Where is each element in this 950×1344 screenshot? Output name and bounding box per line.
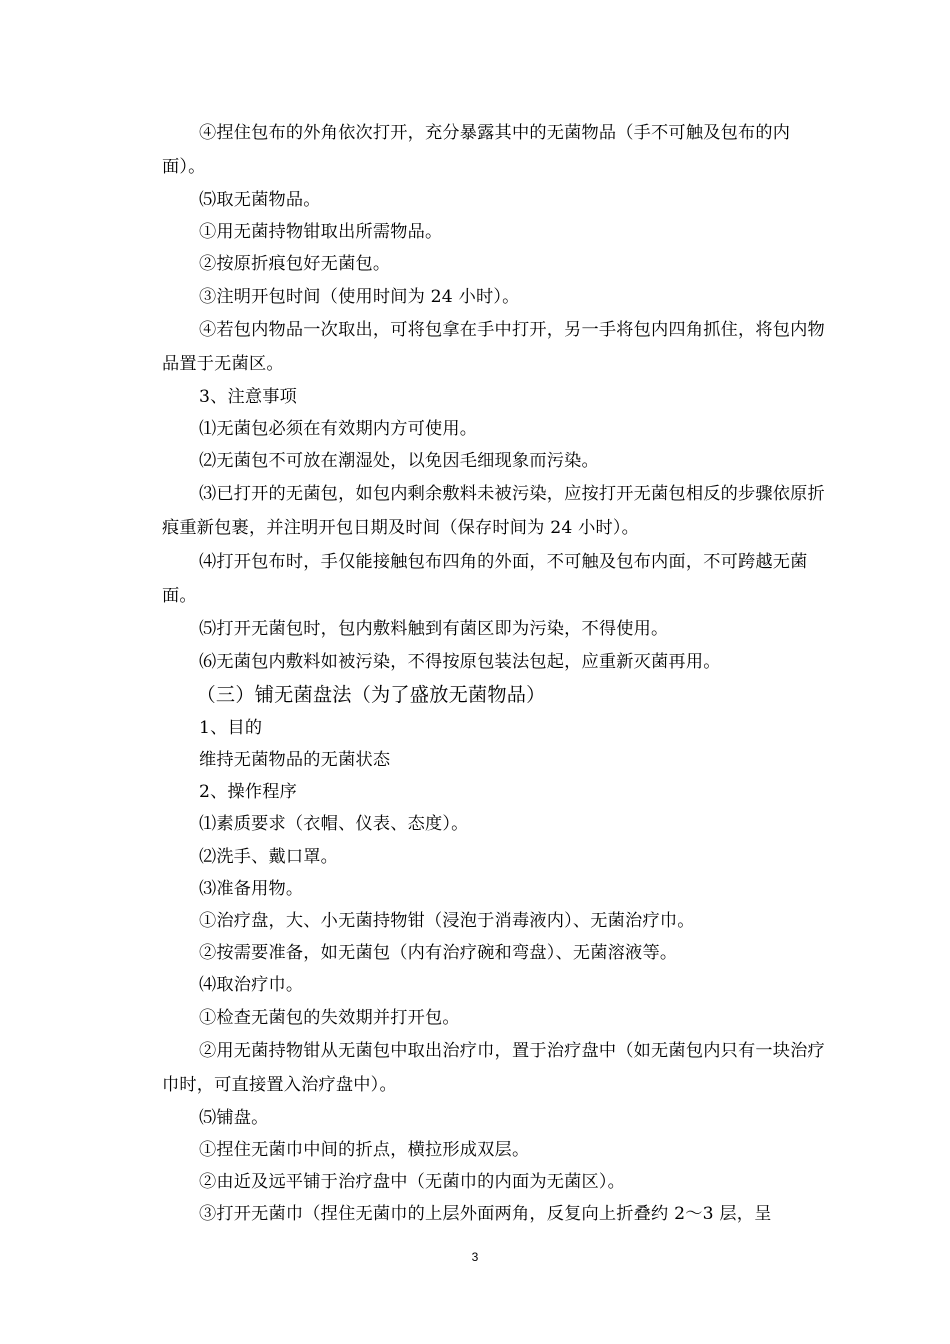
document-body: [162, 116, 830, 1231]
paragraph: ⑷取治疗巾。: [198, 975, 304, 996]
page-number: 3: [471, 1250, 479, 1264]
paragraph: 维持无菌物品的无菌状态: [198, 750, 391, 771]
paragraph: ①用无菌持物钳取出所需物品。: [198, 222, 443, 243]
paragraph: ②由近及远平铺于治疗盘中（无菌巾的内面为无菌区）。: [198, 1172, 626, 1193]
paragraph: ⑸铺盘。: [198, 1107, 269, 1128]
section-heading: 2、操作程序: [198, 782, 298, 803]
paragraph: ④若包内物品一次取出，可将包拿在手中打开，另一手将包内四角抓住，将包内物品置于无菌区。: [162, 319, 825, 374]
paragraph: ①检查无菌包的失效期并打开包。: [198, 1007, 460, 1028]
paragraph: ⑵无菌包不可放在潮湿处，以免因毛细现象而污染。: [198, 451, 599, 472]
paragraph: ⑸打开无菌包时，包内敷料触到有菌区即为污染，不得使用。: [198, 619, 669, 640]
paragraph: ⑴素质要求（衣帽、仪表、态度）。: [198, 814, 469, 835]
paragraph: ⑹无菌包内敷料如被污染，不得按原包装法包起，应重新灭菌再用。: [198, 651, 721, 672]
paragraph: ⑶准备用物。: [198, 878, 304, 899]
paragraph: ⑷打开包布时，手仅能接触包布四角的外面，不可触及包布内面，不可跨越无菌面。: [162, 552, 808, 607]
paragraph: ⑴无菌包必须在有效期内方可使用。: [198, 419, 478, 440]
paragraph: ⑶已打开的无菌包，如包内剩余敷料未被污染，应按打开无菌包相反的步骤依原折痕重新包裹，并注明开包日期及时间（保存时间为 24 小时）。: [162, 484, 825, 539]
paragraph: ②按需要准备，如无菌包（内有治疗碗和弯盘）、无菌溶液等。: [198, 943, 678, 964]
paragraph: ⑵洗手、戴口罩。: [198, 846, 339, 867]
chapter-heading: （三）铺无菌盘法（为了盛放无菌物品）: [196, 682, 546, 706]
paragraph: ③打开无菌巾（捏住无菌巾的上层外面两角，反复向上折叠约 2～3 层，呈: [198, 1204, 772, 1225]
paragraph: ②用无菌持物钳从无菌包中取出治疗巾，置于治疗盘中（如无菌包内只有一块治疗巾时，可直接置入治疗盘中）。: [162, 1040, 825, 1095]
paragraph: ④捏住包布的外角依次打开，充分暴露其中的无菌物品（手不可触及包布的内面）。: [162, 123, 791, 177]
paragraph: ⑸取无菌物品。: [198, 190, 321, 210]
paragraph: ③注明开包时间（使用时间为 24 小时）。: [198, 286, 520, 307]
paragraph: ①治疗盘，大、小无菌持物钳（浸泡于消毒液内）、无菌治疗巾。: [198, 911, 695, 932]
paragraph: ①捏住无菌巾中间的折点，横拉形成双层。: [198, 1140, 530, 1161]
section-heading: 3、注意事项: [198, 386, 298, 407]
paragraph: ②按原折痕包好无菌包。: [198, 254, 391, 275]
section-heading: 1、目的: [198, 717, 263, 738]
